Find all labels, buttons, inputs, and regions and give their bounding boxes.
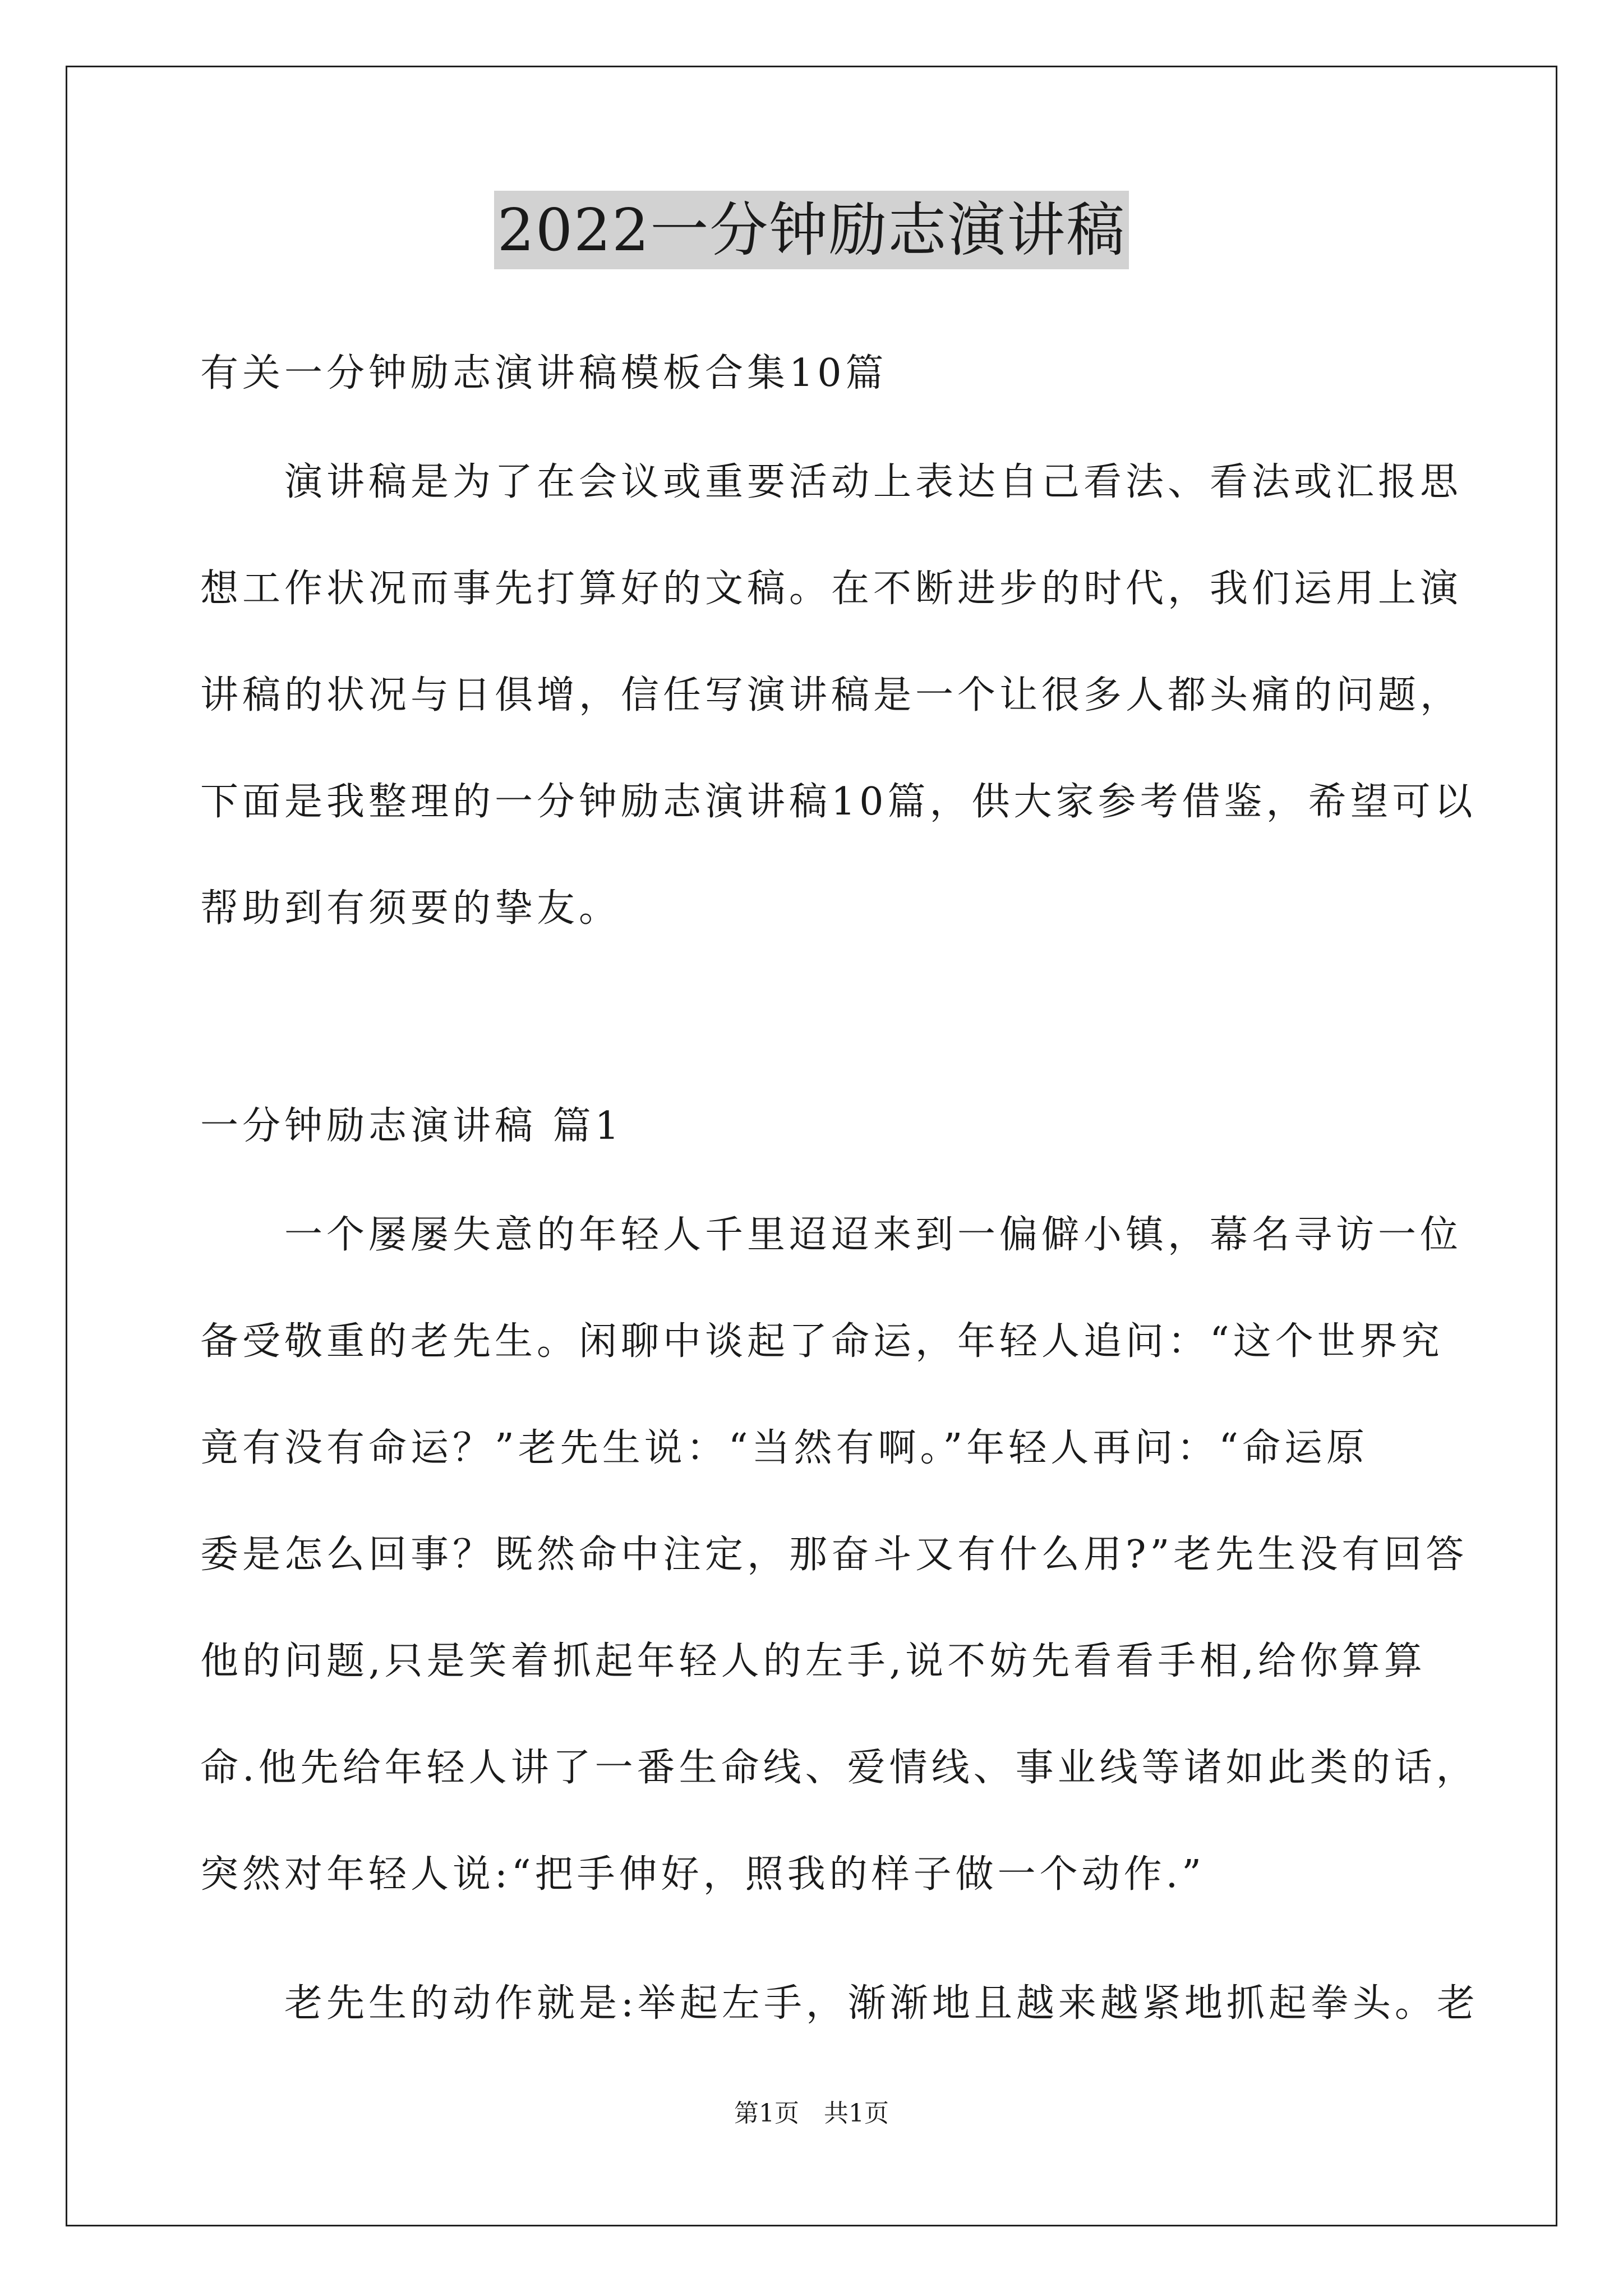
paragraph-line: 备受敬重的老先生。闲聊中谈起了命运，年轻人追问：“这个世界究: [200, 1319, 1444, 1364]
paragraph-line: 讲稿的状况与日俱增，信任写演讲稿是一个让很多人都头痛的问题，: [200, 673, 1463, 717]
title-container: [0, 191, 1623, 269]
paragraph-line: 帮助到有须要的挚友。: [200, 886, 621, 931]
paragraph-line: 竟有没有命运？”老先生说：“当然有啊。”年轻人再问：“命运原: [200, 1426, 1369, 1470]
paragraph-line: 下面是我整理的一分钟励志演讲稿10篇，供大家参考借鉴，希望可以: [200, 780, 1477, 824]
paragraph-line: 演讲稿是为了在会议或重要活动上表达自己看法、看法或汇报思: [200, 460, 1463, 504]
paragraph-line: 命.他先给年轻人讲了一番生命线、爱情线、事业线等诸如此类的话，: [200, 1746, 1478, 1790]
paragraph-line: 他的问题,只是笑着抓起年轻人的左手,说不妨先看看手相,给你算算: [200, 1639, 1426, 1683]
section-heading: 一分钟励志演讲稿 篇1: [200, 1104, 623, 1148]
section-paragraph-2: [200, 1950, 1479, 2057]
paragraph-line: 突然对年轻人说:“把手伸好，照我的样子做一个动作.”: [200, 1852, 1206, 1897]
intro-paragraph: [200, 429, 1477, 962]
paragraph-line: 委是怎么回事？既然命中注定，那奋斗又有什么用?”老先生没有回答: [200, 1533, 1468, 1577]
document-subtitle: 有关一分钟励志演讲稿模板合集10篇: [200, 351, 888, 395]
section-paragraph-1: [200, 1182, 1478, 1928]
document-title: 2022一分钟励志演讲稿: [494, 191, 1129, 269]
paragraph-line: 想工作状况而事先打算好的文稿。在不断进步的时代，我们运用上演: [200, 567, 1463, 611]
paragraph-line: 一个屡屡失意的年轻人千里迢迢来到一偏僻小镇，幕名寻访一位: [200, 1213, 1463, 1257]
paragraph-line: 老先生的动作就是:举起左手，渐渐地且越来越紧地抓起拳头。老: [200, 1981, 1479, 2026]
page-number: 第1页 共1页: [734, 2099, 889, 2128]
